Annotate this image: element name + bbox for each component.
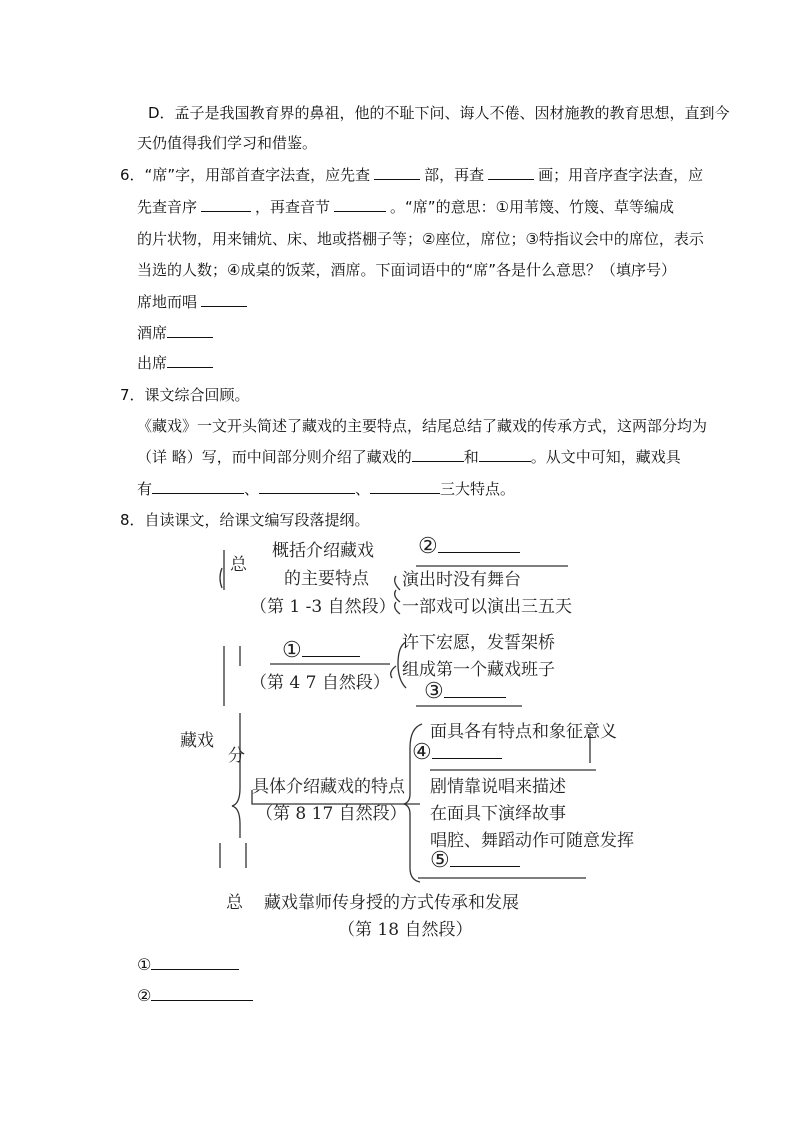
outline-para-4: （第 18 自然段） (338, 920, 473, 940)
q6-line-3: 的片状物，用来铺炕、床、地或搭棚子等；②座位，席位；③特指议会中的席位，表示 (137, 230, 704, 248)
outline-item-h: 唱腔、舞蹈动作可随意发挥 (430, 831, 634, 851)
q7-blank-4[interactable] (259, 479, 355, 494)
blank-line-5[interactable] (450, 852, 520, 867)
q7-blank-3[interactable] (152, 479, 244, 494)
option-d-line-2: 天仍值得我们学习和借鉴。 (137, 134, 318, 152)
outline-item-d: 组成第一个藏戏班子 (402, 660, 555, 680)
outline-item-c: 许下宏愿，发誓架桥 (402, 633, 555, 653)
q6-word: 席地而唱 (137, 293, 198, 311)
q6-word-2 (137, 322, 217, 344)
outline-detail: 具体介绍藏戏的特点 (252, 777, 405, 797)
outline-item-f: 剧情靠说唱来描述 (430, 777, 566, 797)
outline-summary-1b: 的主要特点 (284, 569, 369, 589)
q7-text: 三大特点。 (440, 480, 516, 498)
blank-number-4: ④ (412, 740, 432, 765)
outline-item-g: 在面具下演绎故事 (430, 804, 566, 824)
q6-word-3 (137, 352, 217, 374)
blank-number-3: ③ (424, 679, 444, 704)
q7-text: 、 (244, 480, 260, 498)
q6-answer-1[interactable] (201, 292, 247, 307)
q6-text: ，再查音节 (255, 198, 331, 216)
q8-answer-2-blank[interactable] (151, 986, 253, 1001)
q6-blank-initial[interactable] (201, 197, 251, 212)
blank-line-4[interactable] (432, 744, 502, 759)
q6-line-4: 当选的人数；④成桌的饭菜，酒席。下面词语中的“席”各是什么意思？（填序号） (137, 261, 676, 279)
blank-line-2[interactable] (438, 538, 520, 553)
q6-blank-radical[interactable] (374, 165, 420, 180)
outline-blank-2[interactable] (418, 536, 520, 559)
outline-item-e: 面具各有特点和象征意义 (430, 722, 617, 742)
q8-answer-number: ① (137, 955, 152, 974)
q6-text: 。“席”的意思：①用苇篾、竹篾、草等编成 (390, 198, 675, 216)
q6-text: 先查音序 (137, 198, 198, 216)
outline-blank-5[interactable] (430, 850, 520, 873)
option-d-line-1: D．孟子是我国教育界的鼻祖，他的不耻下问、诲人不倦、因材施教的教育思想，直到今 (148, 104, 730, 122)
q7-text: 和 (463, 448, 479, 466)
outline-item-b: 一部戏可以演出三五天 (402, 597, 572, 617)
outline-fen: 分 (228, 746, 245, 766)
q8-answer-1-blank[interactable] (151, 955, 239, 970)
q6-blank-syllable[interactable] (334, 197, 386, 212)
q7-text: 有 (137, 480, 153, 498)
q7-title: 7．课文综合回顾。 (120, 386, 250, 404)
blank-number-2: ② (418, 534, 438, 559)
q7-text: 。从文中可知，藏戏具 (530, 448, 681, 466)
q7-line-3 (137, 478, 515, 500)
q6-text: 画；用音序查字法查，应 (538, 166, 704, 184)
q7-blank-2[interactable] (479, 447, 531, 462)
blank-number-5: ⑤ (430, 848, 450, 873)
outline-blank-1[interactable] (282, 640, 360, 663)
q7-blank-5[interactable] (370, 479, 440, 494)
q7-line-2 (137, 446, 681, 468)
outline-para-1: （第 1 -3 自然段） (250, 597, 396, 617)
q6-line-2 (137, 196, 674, 218)
q8-answer-number: ② (137, 986, 152, 1005)
outline-item-a: 演出时没有舞台 (402, 570, 521, 590)
q6-answer-3[interactable] (167, 353, 213, 368)
q6-text: 6．“席”字，用部首查字法查，应先查 (120, 166, 371, 184)
q6-blank-strokes[interactable] (488, 165, 534, 180)
outline-blank-3[interactable] (424, 681, 506, 704)
blank-line-1[interactable] (302, 642, 360, 657)
blank-line-3[interactable] (444, 683, 506, 698)
outline-summary-1a: 概括介绍藏戏 (272, 541, 374, 561)
q6-word-1 (137, 291, 251, 313)
q7-text: （详 略）写，而中间部分则介绍了藏戏的 (137, 448, 412, 466)
outline-diagram (160, 534, 660, 948)
outline-para-3: （第 8 17 自然段） (256, 804, 407, 824)
q6-text: 部，再查 (424, 166, 485, 184)
q7-blank-1[interactable] (412, 447, 464, 462)
q6-line-1 (120, 164, 703, 186)
q8-answer-1 (137, 954, 239, 976)
q6-answer-2[interactable] (167, 323, 213, 338)
outline-para-2: （第 4 7 自然段） (250, 673, 390, 693)
outline-ending: 藏戏靠师传身授的方式传承和发展 (264, 893, 519, 913)
q6-word: 出席 (137, 354, 168, 372)
q7-line-1: 《藏戏》一文开头简述了藏戏的主要特点，结尾总结了藏戏的传承方式，这两部分均为 (137, 417, 708, 435)
blank-number-1: ① (282, 638, 302, 663)
outline-zong-1: 总 (230, 555, 247, 575)
q7-text: 、 (355, 480, 371, 498)
q8-title: 8．自读课文，给课文编写段落提纲。 (120, 511, 370, 529)
outline-zong-2: 总 (226, 893, 243, 913)
q8-answer-2 (137, 985, 253, 1007)
outline-root: 藏戏 (180, 731, 214, 751)
q6-word: 酒席 (137, 324, 168, 342)
outline-blank-4[interactable] (412, 742, 502, 765)
